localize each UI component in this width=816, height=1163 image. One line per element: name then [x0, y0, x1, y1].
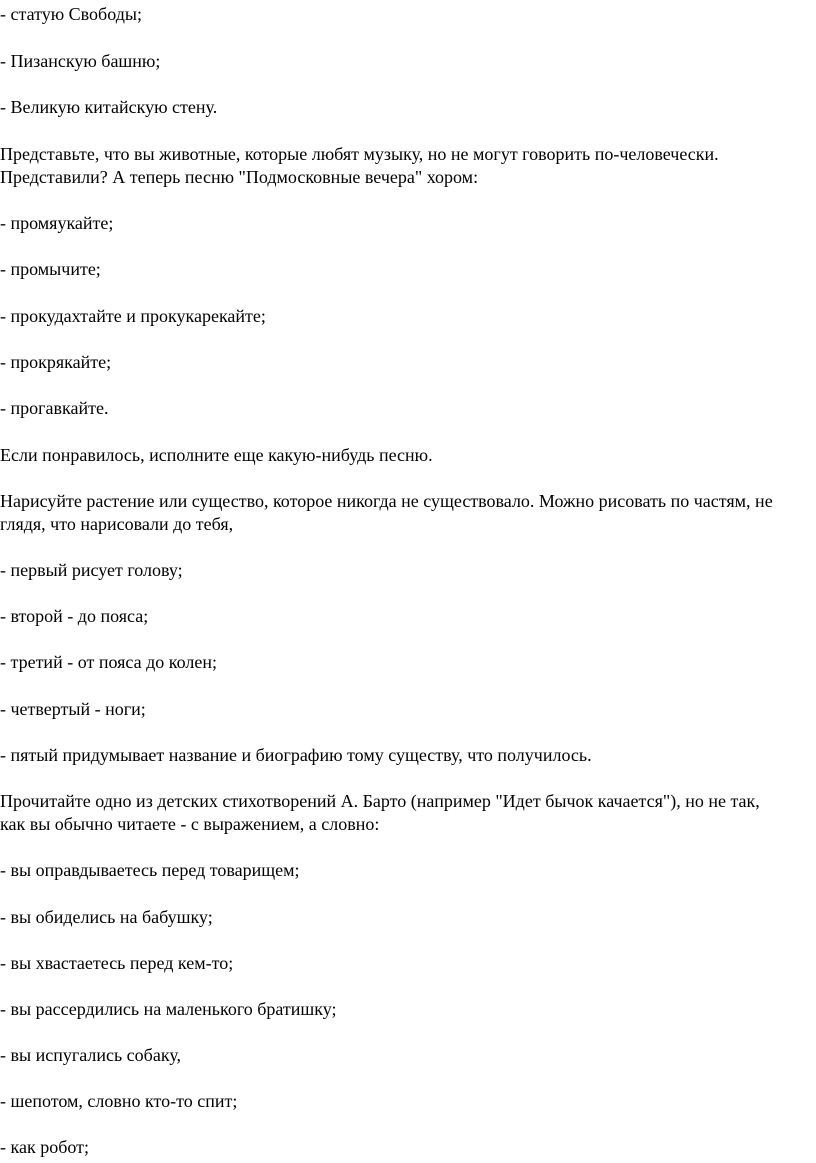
text-line: - шепотом, словно кто-то спит;	[0, 1091, 238, 1111]
text-line: - первый рисует голову;	[0, 560, 183, 580]
text-line: - вы обиделись на бабушку;	[0, 907, 213, 927]
text-line: - вы хвастаетесь перед кем-то;	[0, 953, 234, 973]
text-line: глядя, что нарисовали до тебя,	[0, 514, 234, 534]
text-line: - пятый придумывает название и биографию тому существу, что получилось.	[0, 745, 592, 765]
text-line: - Великую китайскую стену.	[0, 97, 218, 117]
text-line: - третий - от пояса до колен;	[0, 652, 217, 672]
text-line: - Пизанскую башню;	[0, 51, 161, 71]
text-line: - прогавкайте.	[0, 398, 109, 418]
text-line: Нарисуйте растение или существо, которое никогда не существовало. Можно рисовать по частям, не	[0, 491, 773, 511]
text-line: - статую Свободы;	[0, 4, 142, 24]
text-line: - вы испугались собаку,	[0, 1045, 182, 1065]
text-line: Представили? А теперь песню "Подмосковные вечера" хором:	[0, 167, 479, 187]
text-line: - второй - до пояса;	[0, 606, 149, 626]
text-line: - вы оправдываетесь перед товарищем;	[0, 860, 300, 880]
text-line: - вы рассердились на маленького братишку;	[0, 999, 337, 1019]
text-line: - четвертый - ноги;	[0, 699, 146, 719]
text-line: Представьте, что вы животные, которые любят музыку, но не могут говорить по-человечески.	[0, 144, 719, 164]
text-line: как вы обычно читаете - с выражением, а словно:	[0, 814, 380, 834]
text-line: - промяукайте;	[0, 213, 114, 233]
text-line: Если понравилось, исполните еще какую-нибудь песню.	[0, 445, 433, 465]
text-line: - прокрякайте;	[0, 352, 112, 372]
text-line: - промычите;	[0, 259, 101, 279]
text-line: Прочитайте одно из детских стихотворений А. Барто (например "Идет бычок качается"), но не так,	[0, 791, 760, 811]
text-line: - прокудахтайте и прокукарекайте;	[0, 306, 266, 326]
text-line: - как робот;	[0, 1137, 89, 1157]
